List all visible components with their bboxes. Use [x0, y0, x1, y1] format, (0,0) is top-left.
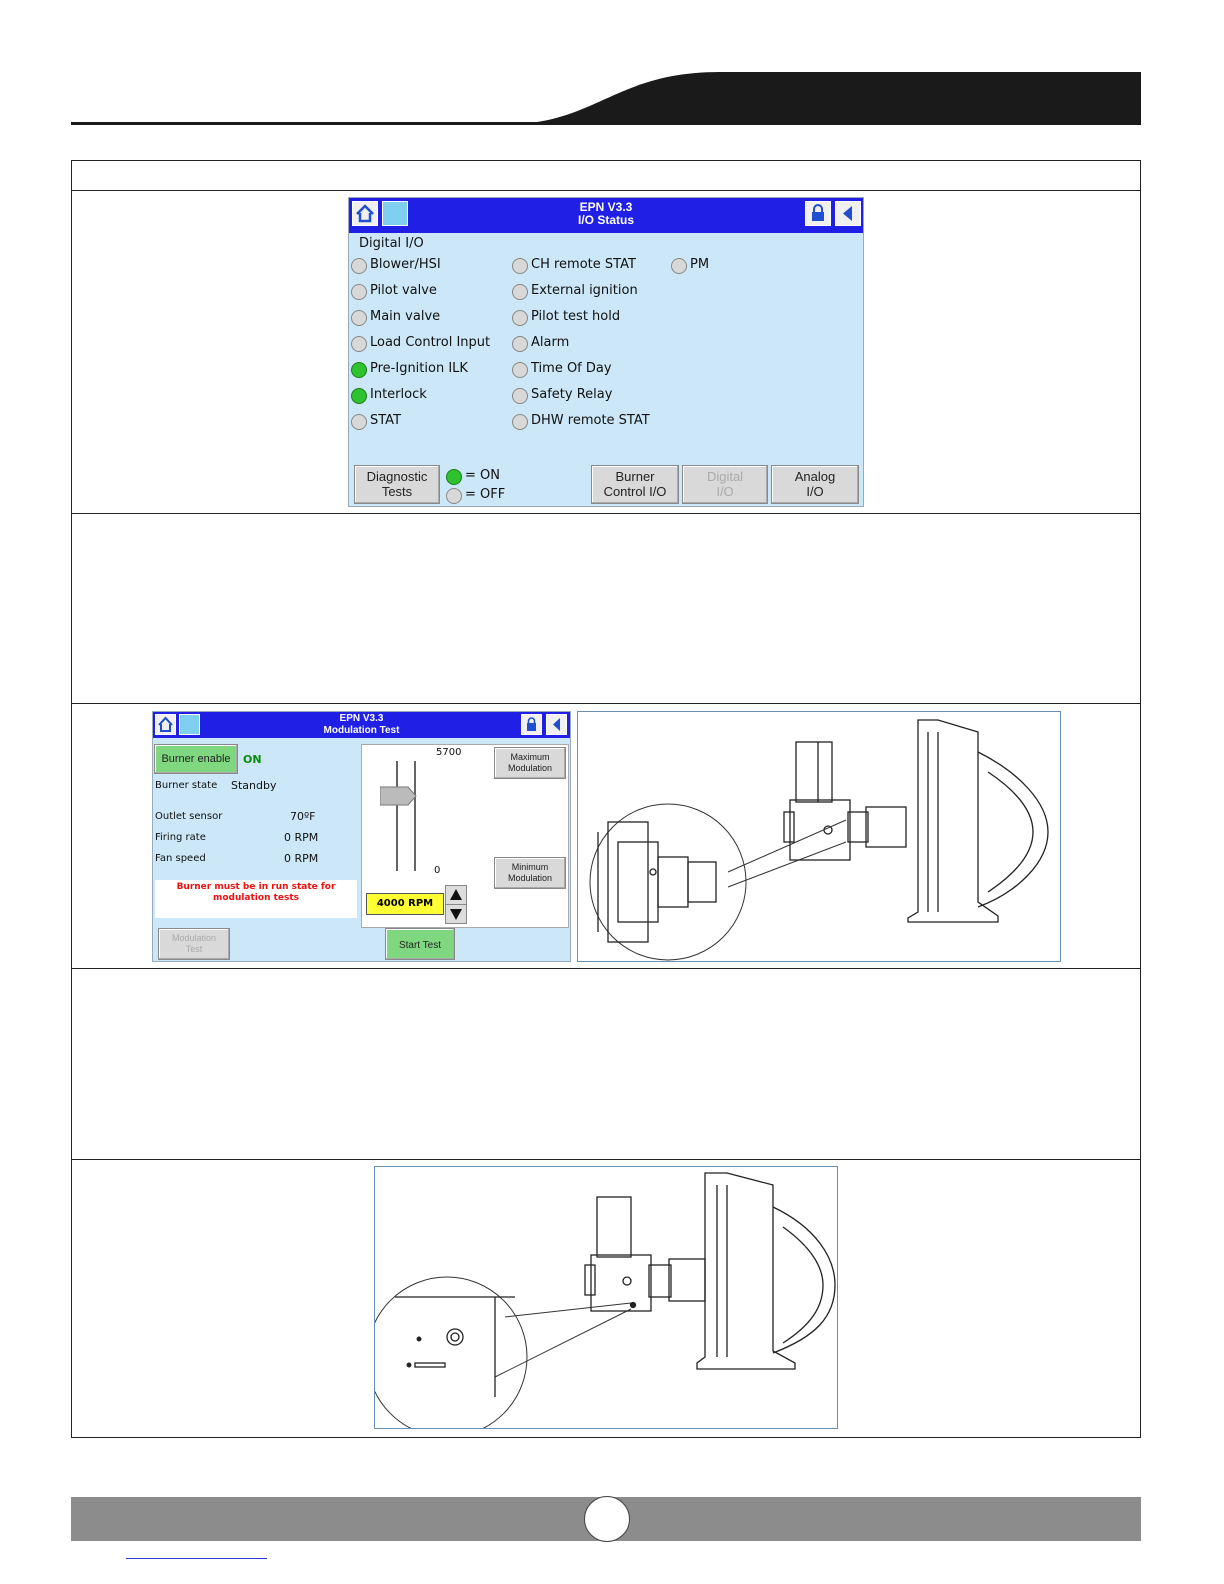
max-btn-line2: Modulation — [507, 763, 553, 773]
row-divider-3 — [71, 968, 1141, 969]
slider-handle[interactable] — [380, 785, 420, 807]
gas-valve-diagram-1 — [577, 711, 1061, 962]
header-banner — [0, 0, 1224, 130]
maximum-modulation-button[interactable] — [494, 747, 566, 779]
firing-rate-value: 0 RPM — [284, 831, 319, 844]
io-label-pre-ignition: Pre-Ignition ILK — [370, 361, 468, 376]
footer-link-underline[interactable] — [126, 1558, 267, 1559]
minimum-modulation-button[interactable] — [494, 857, 566, 889]
modulation-panel — [361, 744, 569, 928]
led-external-ignition — [512, 284, 528, 300]
page-number-circle — [584, 1496, 630, 1542]
digital-io-button[interactable] — [682, 465, 768, 504]
analog-btn-line1: Analog — [794, 469, 836, 484]
rpm-up-icon[interactable] — [445, 885, 467, 905]
led-dhw-remote — [512, 414, 528, 430]
min-btn-line2: Modulation — [507, 873, 553, 883]
modulation-warning — [155, 880, 357, 918]
led-pre-ignition — [351, 362, 367, 378]
warning-line1: Burner must be in run state for — [176, 882, 336, 892]
slider-max-label: 5700 — [436, 747, 462, 758]
legend-on-text: = ON — [465, 468, 500, 483]
header-rule — [71, 122, 1141, 125]
io-label-load-control: Load Control Input — [370, 335, 491, 350]
mod-home-icon[interactable] — [155, 714, 176, 735]
slider-track — [396, 761, 398, 871]
home-icon[interactable] — [352, 201, 378, 226]
burner-state-value: Standby — [231, 779, 277, 792]
diag-btn-line2: Tests — [381, 484, 413, 499]
row-divider-1 — [71, 513, 1141, 514]
table-header-divider — [71, 190, 1141, 191]
led-pilot-valve — [351, 284, 367, 300]
mod-screen-icon[interactable] — [179, 714, 200, 735]
burner-enable-state: ON — [243, 753, 262, 766]
io-label-pm: PM — [690, 257, 710, 272]
io-label-main-valve: Main valve — [370, 309, 441, 324]
io-label-ch-remote: CH remote STAT — [531, 257, 636, 272]
row-divider-4 — [71, 1159, 1141, 1160]
digital-io-label: Digital I/O — [359, 236, 424, 251]
slider-min-label: 0 — [434, 865, 441, 876]
slider-track-right — [414, 761, 416, 871]
io-title-page: I/O Status — [577, 213, 634, 227]
row-divider-2 — [71, 703, 1141, 704]
led-interlock — [351, 388, 367, 404]
io-status-screen — [348, 197, 864, 507]
mod-title-page: Modulation Test — [323, 725, 400, 736]
mod-title-version: EPN V3.3 — [339, 713, 384, 724]
digital-btn-line1: Digital — [706, 469, 744, 484]
led-blower — [351, 258, 367, 274]
led-alarm — [512, 336, 528, 352]
led-main-valve — [351, 310, 367, 326]
mod-title-bar — [153, 712, 570, 738]
outlet-sensor-label: Outlet sensor — [155, 811, 223, 822]
modulation-test-screen — [152, 711, 571, 962]
min-btn-line1: Minimum — [511, 862, 549, 872]
io-label-safety-relay: Safety Relay — [531, 387, 613, 402]
io-label-interlock: Interlock — [370, 387, 427, 402]
legend-on-led — [446, 469, 462, 485]
start-test-button[interactable]: Start Test — [385, 928, 455, 960]
led-pilot-test — [512, 310, 528, 326]
max-btn-line1: Maximum — [510, 752, 550, 762]
firing-rate-label: Firing rate — [155, 832, 206, 843]
lock-icon[interactable] — [805, 201, 831, 226]
led-time-of-day — [512, 362, 528, 378]
warning-line2: modulation tests — [212, 893, 300, 903]
screen-icon[interactable] — [382, 201, 408, 226]
legend-off-led — [446, 488, 462, 504]
burner-btn-line2: Control I/O — [603, 484, 667, 499]
io-label-pilot-test: Pilot test hold — [531, 309, 621, 324]
burner-enable-button[interactable]: Burner enable — [154, 744, 238, 774]
mod-lock-icon[interactable] — [521, 714, 542, 735]
gas-valve-diagram-2 — [374, 1166, 838, 1429]
io-label-dhw-remote: DHW remote STAT — [531, 413, 650, 428]
mod-btn-line1: Modulation — [171, 933, 217, 943]
legend-off-text: = OFF — [465, 487, 506, 502]
led-load-control — [351, 336, 367, 352]
rpm-value-field[interactable]: 4000 RPM — [366, 893, 444, 915]
gas-valve-drawing-1 — [578, 712, 1060, 961]
led-stat — [351, 414, 367, 430]
rpm-down-icon[interactable] — [445, 904, 467, 924]
io-label-stat: STAT — [370, 413, 402, 428]
diag-btn-line1: Diagnostic — [366, 469, 428, 484]
io-label-pilot-valve: Pilot valve — [370, 283, 437, 298]
digital-btn-line2: I/O — [716, 484, 734, 499]
io-label-blower: Blower/HSI — [370, 257, 441, 272]
io-label-time-of-day: Time Of Day — [531, 361, 612, 376]
io-label-external-ignition: External ignition — [531, 283, 638, 298]
fan-speed-label: Fan speed — [155, 853, 206, 864]
burner-control-io-button[interactable] — [591, 465, 679, 504]
outlet-sensor-value: 70ºF — [290, 810, 316, 823]
io-title-bar — [349, 198, 863, 233]
gas-valve-drawing-2 — [375, 1167, 837, 1428]
diagnostic-tests-button[interactable] — [354, 465, 440, 504]
analog-io-button[interactable] — [771, 465, 859, 504]
mod-btn-line2: Test — [185, 944, 203, 954]
burner-btn-line1: Burner — [615, 469, 655, 484]
mod-back-icon[interactable] — [546, 714, 567, 735]
modulation-test-button[interactable] — [158, 928, 230, 960]
led-ch-remote — [512, 258, 528, 274]
analog-btn-line2: I/O — [806, 484, 824, 499]
burner-state-label: Burner state — [155, 780, 218, 791]
led-pm — [671, 258, 687, 274]
io-label-alarm: Alarm — [531, 335, 570, 350]
io-title-version: EPN V3.3 — [579, 200, 633, 214]
led-safety-relay — [512, 388, 528, 404]
back-icon[interactable] — [835, 201, 861, 226]
fan-speed-value: 0 RPM — [284, 852, 319, 865]
